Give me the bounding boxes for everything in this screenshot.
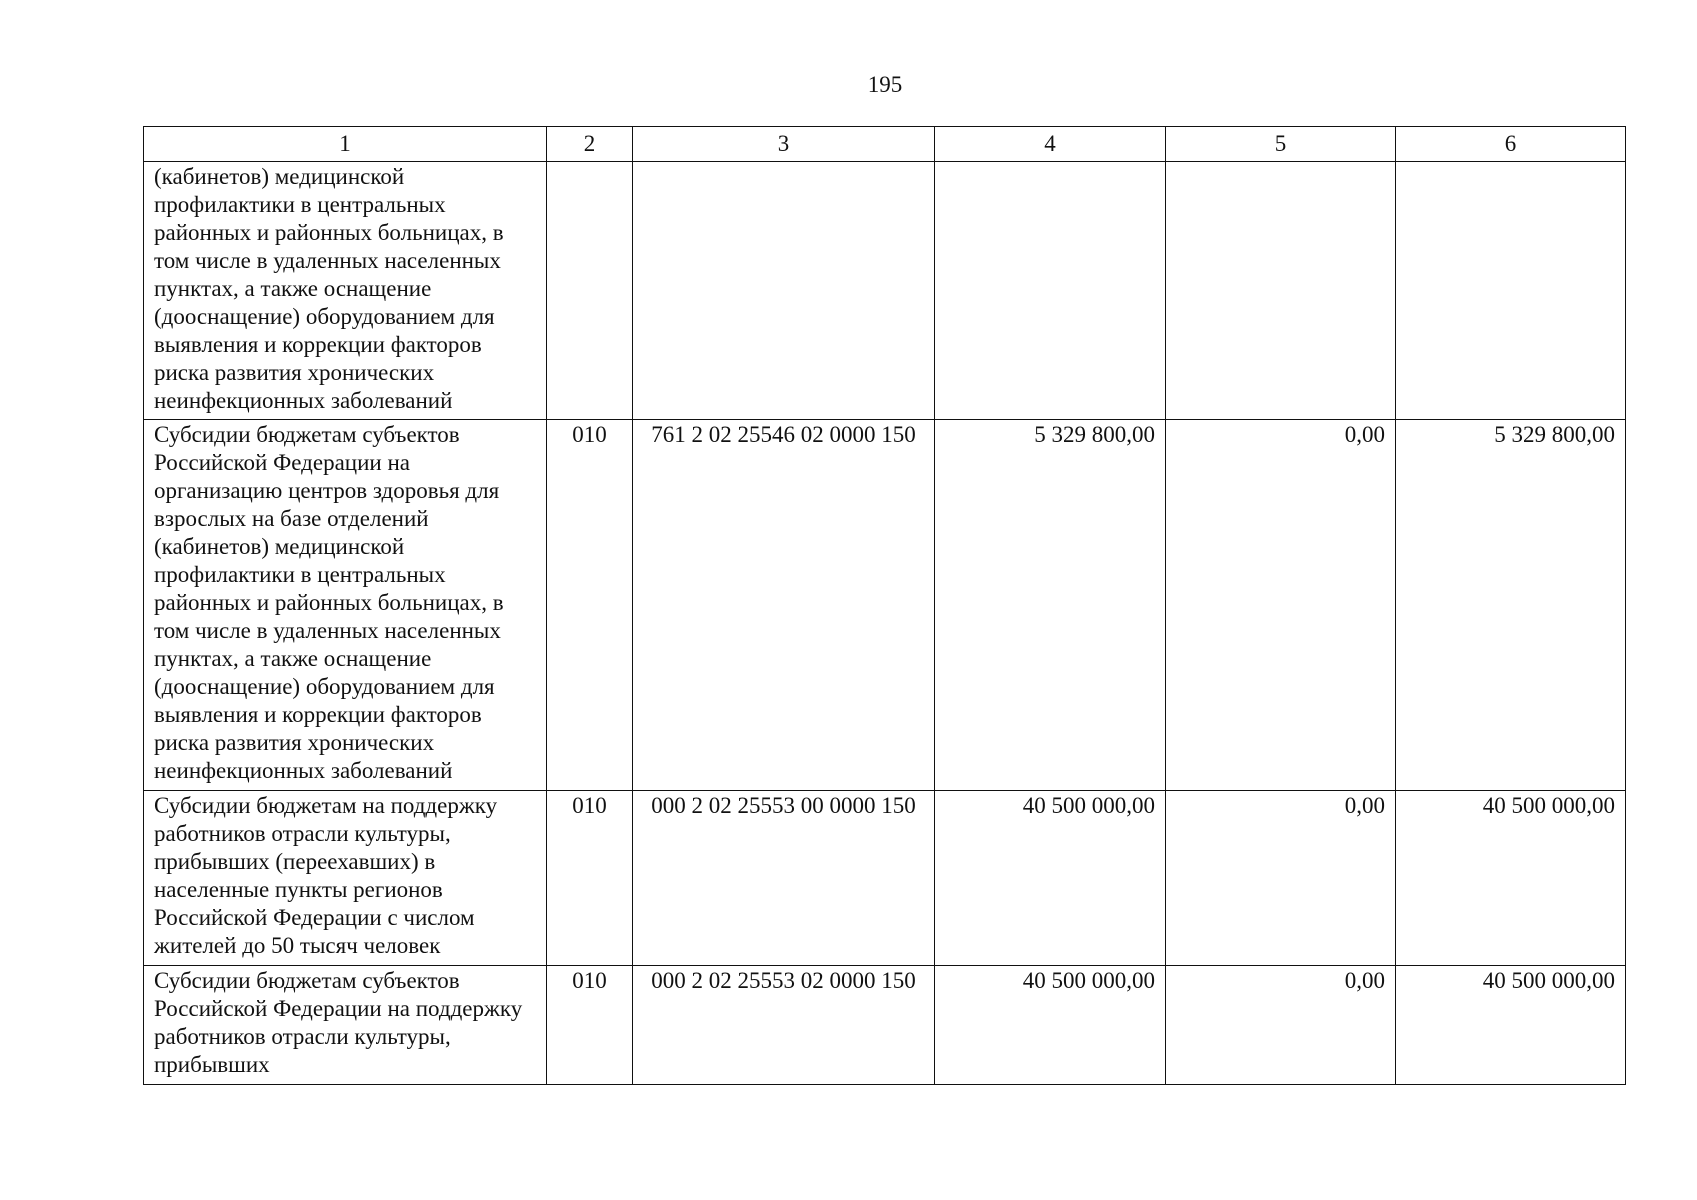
column-header: 2 [547,127,633,162]
table-row [144,966,1626,1085]
row-kbk-cell [633,162,935,420]
row-total-cell: 40 500 000,00 [1396,966,1626,1085]
table-row [144,162,1626,420]
column-header: 3 [633,127,935,162]
row-plan-cell: 40 500 000,00 [935,966,1166,1085]
row-total-cell [1396,162,1626,420]
row-kbk-cell: 000 2 02 25553 00 0000 150 [633,791,935,966]
column-header: 1 [144,127,547,162]
row-kbk-cell: 761 2 02 25546 02 0000 150 [633,420,935,791]
row-total-cell: 5 329 800,00 [1396,420,1626,791]
table-row [144,420,1626,791]
row-name-cell: Субсидии бюджетам субъектов Российской Федерации на организацию центров здоровья для взрослых на базе отделений (кабинетов) медицинской профилактики в центральных районных и районных больницах, в том числе в удаленных населенных пунктах, а также оснащение (дооснащение) оборудованием для выявления и коррекции факторов риска развития хронических неинфекционных заболеваний [144,420,547,791]
column-header: 5 [1166,127,1396,162]
page-number: 195 [867,72,903,97]
row-change-cell: 0,00 [1166,966,1396,1085]
row-total-cell: 40 500 000,00 [1396,791,1626,966]
column-header: 4 [935,127,1166,162]
row-change-cell: 0,00 [1166,791,1396,966]
row-code-cell: 010 [547,966,633,1085]
column-header: 6 [1396,127,1626,162]
row-plan-cell: 40 500 000,00 [935,791,1166,966]
row-kbk-cell: 000 2 02 25553 02 0000 150 [633,966,935,1085]
budget-table [143,126,1626,1085]
row-name-cell: Субсидии бюджетам на поддержку работников отрасли культуры, прибывших (переехавших) в населенные пункты регионов Российской Федерации с числом жителей до 50 тысяч человек [144,791,547,966]
row-change-cell [1166,162,1396,420]
table-header-row [144,127,1626,162]
row-plan-cell: 5 329 800,00 [935,420,1166,791]
row-plan-cell [935,162,1166,420]
row-code-cell [547,162,633,420]
row-code-cell: 010 [547,420,633,791]
table-row [144,791,1626,966]
row-name-cell: Субсидии бюджетам субъектов Российской Федерации на поддержку работников отрасли культуры, прибывших [144,966,547,1085]
row-change-cell: 0,00 [1166,420,1396,791]
row-name-cell: (кабинетов) медицинской профилактики в центральных районных и районных больницах, в том числе в удаленных населенных пунктах, а также оснащение (дооснащение) оборудованием для выявления и коррекции факторов риска развития хронических неинфекционных заболеваний [144,162,547,420]
row-code-cell: 010 [547,791,633,966]
